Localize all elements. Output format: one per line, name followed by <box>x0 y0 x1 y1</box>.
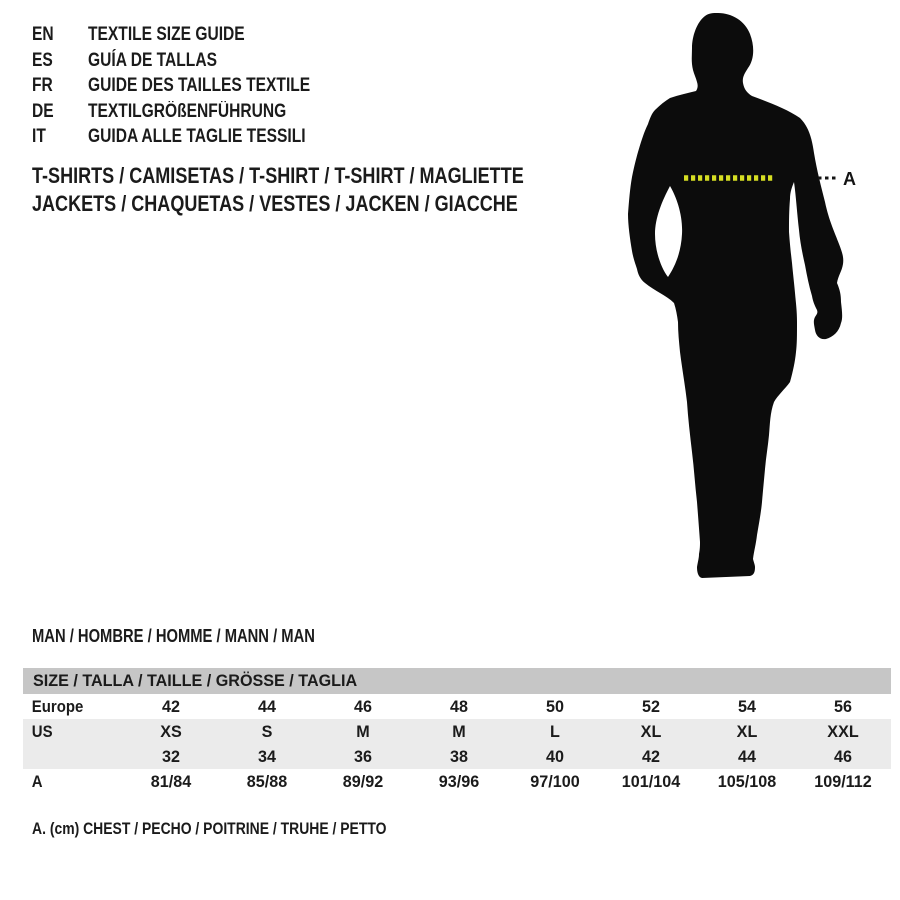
language-code: DE <box>32 100 54 122</box>
language-title-list <box>32 22 359 150</box>
size-value: L <box>550 721 560 741</box>
size-value: 36 <box>354 746 372 766</box>
size-value: 93/96 <box>438 771 480 791</box>
row-label: A <box>31 771 43 791</box>
size-value: 40 <box>546 746 564 766</box>
language-row <box>32 73 359 99</box>
table-row-chest-cm <box>23 769 891 794</box>
section-title-text: MAN / HOMBRE / HOMME / MANN / MAN <box>32 626 315 646</box>
size-table-header-text: SIZE / TALLA / TAILLE / GRÖSSE / TAGLIA <box>33 671 358 690</box>
size-value: XL <box>640 721 662 741</box>
category-line-tshirts: T-SHIRTS / CAMISETAS / T-SHIRT / T-SHIRT / MAGLIETTE <box>32 163 524 188</box>
table-row-us <box>23 719 891 744</box>
language-code: FR <box>32 75 53 96</box>
size-value: M <box>452 721 466 741</box>
man-silhouette <box>628 13 843 578</box>
size-value: 42 <box>642 746 660 766</box>
section-title-man <box>32 622 377 650</box>
size-value: 97/100 <box>530 771 580 791</box>
size-value: 56 <box>834 696 852 716</box>
category-line-jackets: JACKETS / CHAQUETAS / VESTES / JACKEN / GIACCHE <box>32 191 518 216</box>
size-value: 42 <box>162 696 180 716</box>
size-value: 34 <box>258 746 276 766</box>
size-value: 48 <box>450 696 468 716</box>
size-value: S <box>261 721 273 741</box>
size-value: XXL <box>827 721 859 741</box>
language-title: TEXTILGRÖßENFÜHRUNG <box>88 100 287 122</box>
row-label: Europe <box>31 696 84 716</box>
language-row <box>32 48 359 74</box>
table-row-europe <box>23 694 891 719</box>
size-value: 85/88 <box>246 771 288 791</box>
size-value: XL <box>736 721 758 741</box>
size-value: 50 <box>546 696 564 716</box>
language-code: IT <box>32 126 46 147</box>
size-value: 105/108 <box>717 771 777 791</box>
size-value: 54 <box>738 696 756 716</box>
size-value: 46 <box>354 696 372 716</box>
garment-category-heading <box>32 162 632 218</box>
language-code: EN <box>32 24 54 45</box>
language-row <box>32 99 359 125</box>
size-table-header <box>23 668 891 694</box>
language-title: TEXTILE SIZE GUIDE <box>88 24 245 45</box>
size-value: 89/92 <box>342 771 384 791</box>
size-value: 81/84 <box>150 771 192 791</box>
measure-footnote-text: A. (cm) CHEST / PECHO / POITRINE / TRUHE / PETTO <box>32 819 387 838</box>
measure-label-a: A <box>843 169 856 189</box>
size-value: 44 <box>738 746 756 766</box>
size-value: M <box>356 721 370 741</box>
language-code: ES <box>32 49 53 71</box>
language-title: GUIDA ALLE TAGLIE TESSILI <box>88 126 306 147</box>
size-value: 52 <box>642 696 660 716</box>
table-row-numeric <box>23 744 891 769</box>
size-table <box>23 668 891 794</box>
size-value: 109/112 <box>814 771 872 791</box>
size-value: 32 <box>162 746 180 766</box>
size-value: 101/104 <box>621 771 681 791</box>
measure-footnote <box>32 816 464 842</box>
size-value: 44 <box>258 696 276 716</box>
man-silhouette-figure <box>622 5 862 597</box>
language-row <box>32 124 359 150</box>
language-title: GUIDE DES TAILLES TEXTILE <box>88 75 311 96</box>
language-title: GUÍA DE TALLAS <box>88 49 217 71</box>
row-label: US <box>31 721 53 741</box>
size-value: XS <box>160 721 182 741</box>
size-value: 38 <box>450 746 468 766</box>
size-value: 46 <box>834 746 852 766</box>
language-row <box>32 22 359 48</box>
